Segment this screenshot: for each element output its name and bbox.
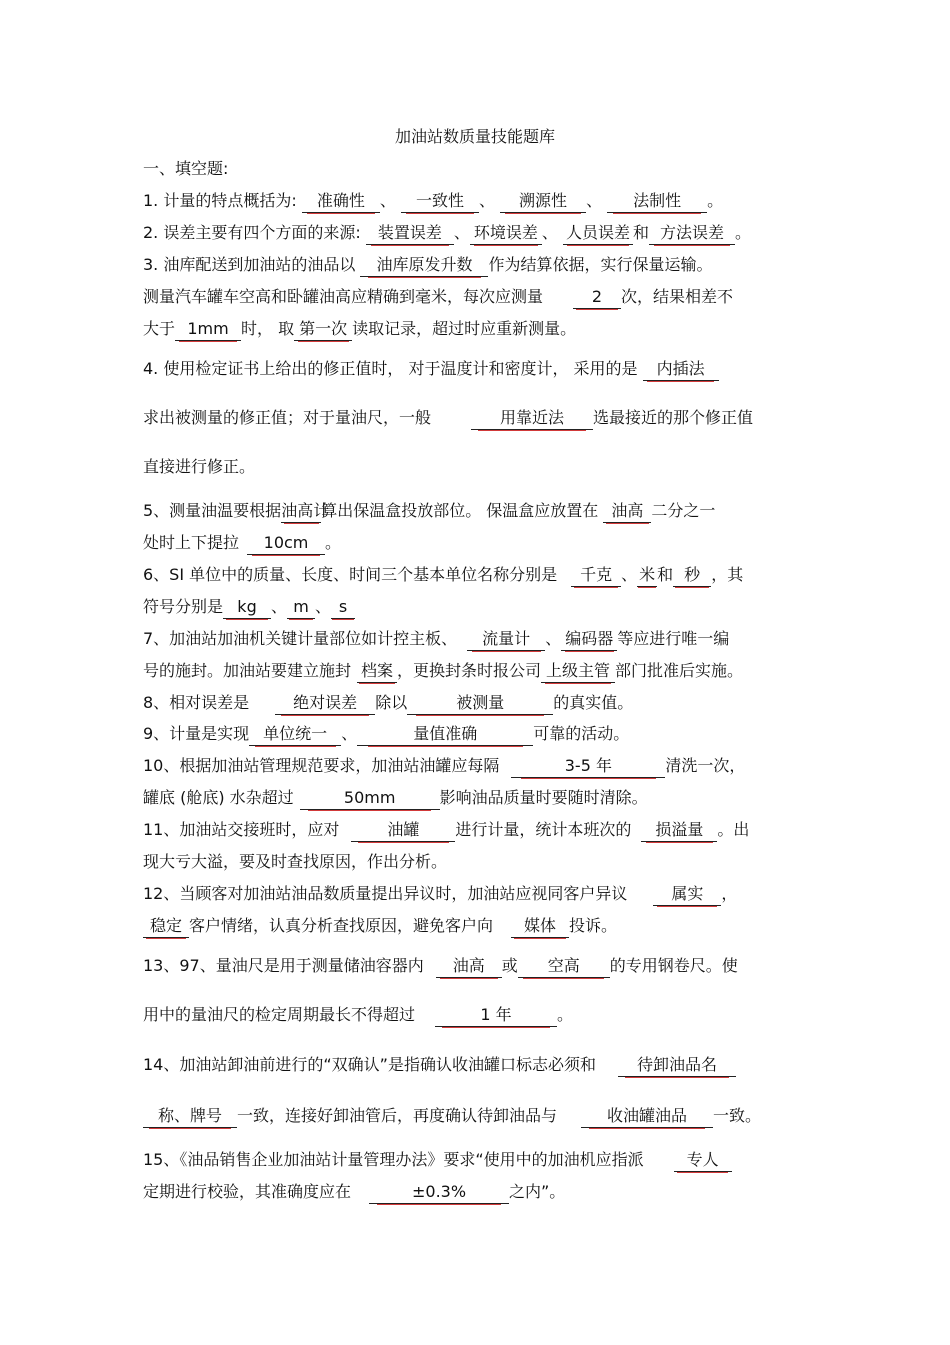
answer-blank: 环境误差 — [470, 222, 542, 245]
question-11-line-2: 现大亏大溢，要及时查找原因，作出分析。 — [143, 852, 448, 871]
answer-blank: 3-5 年 — [511, 755, 665, 778]
question-5: 5、测量油温要根据油高计算出保温盒投放部位。 保温盒应放置在 油高 二分之一 — [143, 500, 715, 523]
question-14: 14、加油站卸油前进行的“双确认”是指确认收油罐口标志必须和 待卸油品名 — [143, 1054, 736, 1077]
answer-blank: 2 — [573, 286, 621, 309]
answer-blank: 米 — [637, 564, 657, 587]
question-15-line-2: 定期进行校验，其准确度应在 ±0.3% 之内”。 — [143, 1181, 565, 1204]
answer-blank: 专人 — [674, 1149, 732, 1172]
question-3-line-2: 测量汽车罐车空高和卧罐油高应精确到毫米，每次应测量 2 次，结果相差不 — [143, 286, 733, 309]
answer-blank: 量值准确 — [357, 723, 533, 746]
answer-blank: 10cm — [247, 532, 325, 555]
question-5-line-2: 处时上下提拉 10cm 。 — [143, 532, 341, 555]
answer-blank: 空高 — [518, 955, 610, 978]
answer-blank: kg — [223, 596, 271, 619]
answer-blank: 流量计 — [467, 628, 545, 651]
answer-blank: 上级主管 — [541, 660, 615, 683]
answer-blank: 油库原发升数 — [360, 254, 488, 277]
question-13-line-2: 用中的量油尺的检定周期最长不得超过 1 年 。 — [143, 1004, 573, 1027]
question-4-line-2: 求出被测量的修正值；对于量油尺，一般 用靠近法 选最接近的那个修正值 — [143, 407, 753, 430]
section-heading: 一、填空题: — [143, 159, 229, 178]
question-8: 8、相对误差是 绝对误差 除以 被测量 的真实值。 — [143, 692, 633, 715]
answer-blank: 油高 — [436, 955, 502, 978]
answer-blank: 被测量 — [407, 692, 553, 715]
answer-blank: s — [331, 596, 355, 619]
answer-blank: m — [287, 596, 315, 619]
question-1: 1. 计量的特点概括为: 准确性 、 一致性 、 溯源性 、 法制性 。 — [143, 190, 723, 213]
answer-blank: 油罐 — [351, 819, 455, 842]
question-13: 13、97、量油尺是用于测量储油容器内 油高 或 空高 的专用钢卷尺。使 — [143, 955, 738, 978]
answer-blank: 收油罐油品 — [581, 1105, 713, 1128]
answer-blank: 秒 — [673, 564, 711, 587]
question-4-line-3: 直接进行修正。 — [143, 457, 256, 476]
answer-blank: 属实 — [653, 883, 721, 906]
question-3: 3. 油库配送到加油站的油品以 油库原发升数 作为结算依据，实行保量运输。 — [143, 254, 712, 277]
answer-blank: 单位统一 — [249, 723, 341, 746]
answer-blank: 媒体 — [511, 915, 569, 938]
question-4: 4. 使用检定证书上给出的修正值时， 对于温度计和密度计， 采用的是 内插法 — [143, 358, 719, 381]
answer-blank: 稳定 — [143, 915, 189, 938]
answer-blank: 称、牌号 — [143, 1105, 237, 1128]
question-6-line-2: 符号分别是 kg 、 m 、 s — [143, 596, 355, 619]
question-12: 12、当顾客对加油站油品数质量提出异议时，加油站应视同客户异议 属实 ， — [143, 883, 737, 906]
question-9: 9、计量是实现 单位统一 、 量值准确 可靠的活动。 — [143, 723, 629, 746]
answer-blank: 方法误差 — [649, 222, 735, 245]
answer-blank: 1 年 — [435, 1004, 557, 1027]
question-15: 15、《油品销售企业加油站计量管理办法》要求“使用中的加油机应指派 专人 — [143, 1149, 732, 1172]
answer-blank: ±0.3% — [369, 1181, 509, 1204]
answer-blank: 用靠近法 — [471, 407, 593, 430]
question-7-line-2: 号的施封。加油站要建立施封 档案 ，更换封条时报公司 上级主管 部门批准后实施。 — [143, 660, 743, 683]
question-14-line-2: 称、牌号 一致，连接好卸油管后，再度确认待卸油品与 收油罐油品 一致。 — [143, 1105, 761, 1128]
answer-blank: 50mm — [300, 787, 440, 810]
answer-blank: 准确性 — [302, 190, 380, 213]
answer-blank: 一致性 — [401, 190, 479, 213]
question-6: 6、SI 单位中的质量、长度、时间三个基本单位名称分别是 千克 、 米 和 秒 ，其 — [143, 564, 743, 587]
question-12-line-2: 稳定 客户情绪，认真分析查找原因，避免客户向 媒体 投诉。 — [143, 915, 617, 938]
question-3-line-3: 大于 1mm 时， 取 第一次 读取记录，超过时应重新测量。 — [143, 318, 576, 341]
answer-blank: 档案 — [357, 660, 397, 683]
answer-blank: 第一次 — [294, 318, 352, 341]
answer-blank: 内插法 — [643, 358, 719, 381]
answer-blank: 溯源性 — [500, 190, 586, 213]
answer-blank: 编码器 — [561, 628, 617, 651]
answer-blank: 绝对误差 — [275, 692, 375, 715]
answer-blank: 千克 — [571, 564, 621, 587]
question-11: 11、加油站交接班时，应对 油罐 进行计量，统计本班次的 损溢量 。出 — [143, 819, 749, 842]
question-10-line-2: 罐底 (舱底) 水杂超过 50mm 影响油品质量时要随时清除。 — [143, 787, 648, 810]
answer-blank: 油高 — [603, 500, 651, 523]
question-2: 2. 误差主要有四个方面的来源: 装置误差 、 环境误差 、 人员误差 和 方法误差 。 — [143, 222, 751, 245]
question-7: 7、加油站加油机关键计量部位如计控主板、 流量计 、 编码器 等应进行唯一编 — [143, 628, 729, 651]
answer-blank: 法制性 — [607, 190, 707, 213]
answer-blank: 油高计 — [281, 500, 321, 523]
answer-blank: 损溢量 — [641, 819, 717, 842]
answer-blank: 1mm — [175, 318, 241, 341]
question-10: 10、根据加油站管理规范要求，加油站油罐应每隔 3-5 年 清洗一次， — [143, 755, 745, 778]
page-title: 加油站数质量技能题库 — [394, 127, 555, 146]
answer-blank: 装置误差 — [366, 222, 454, 245]
answer-blank: 待卸油品名 — [618, 1054, 736, 1077]
answer-blank: 人员误差 — [563, 222, 633, 245]
